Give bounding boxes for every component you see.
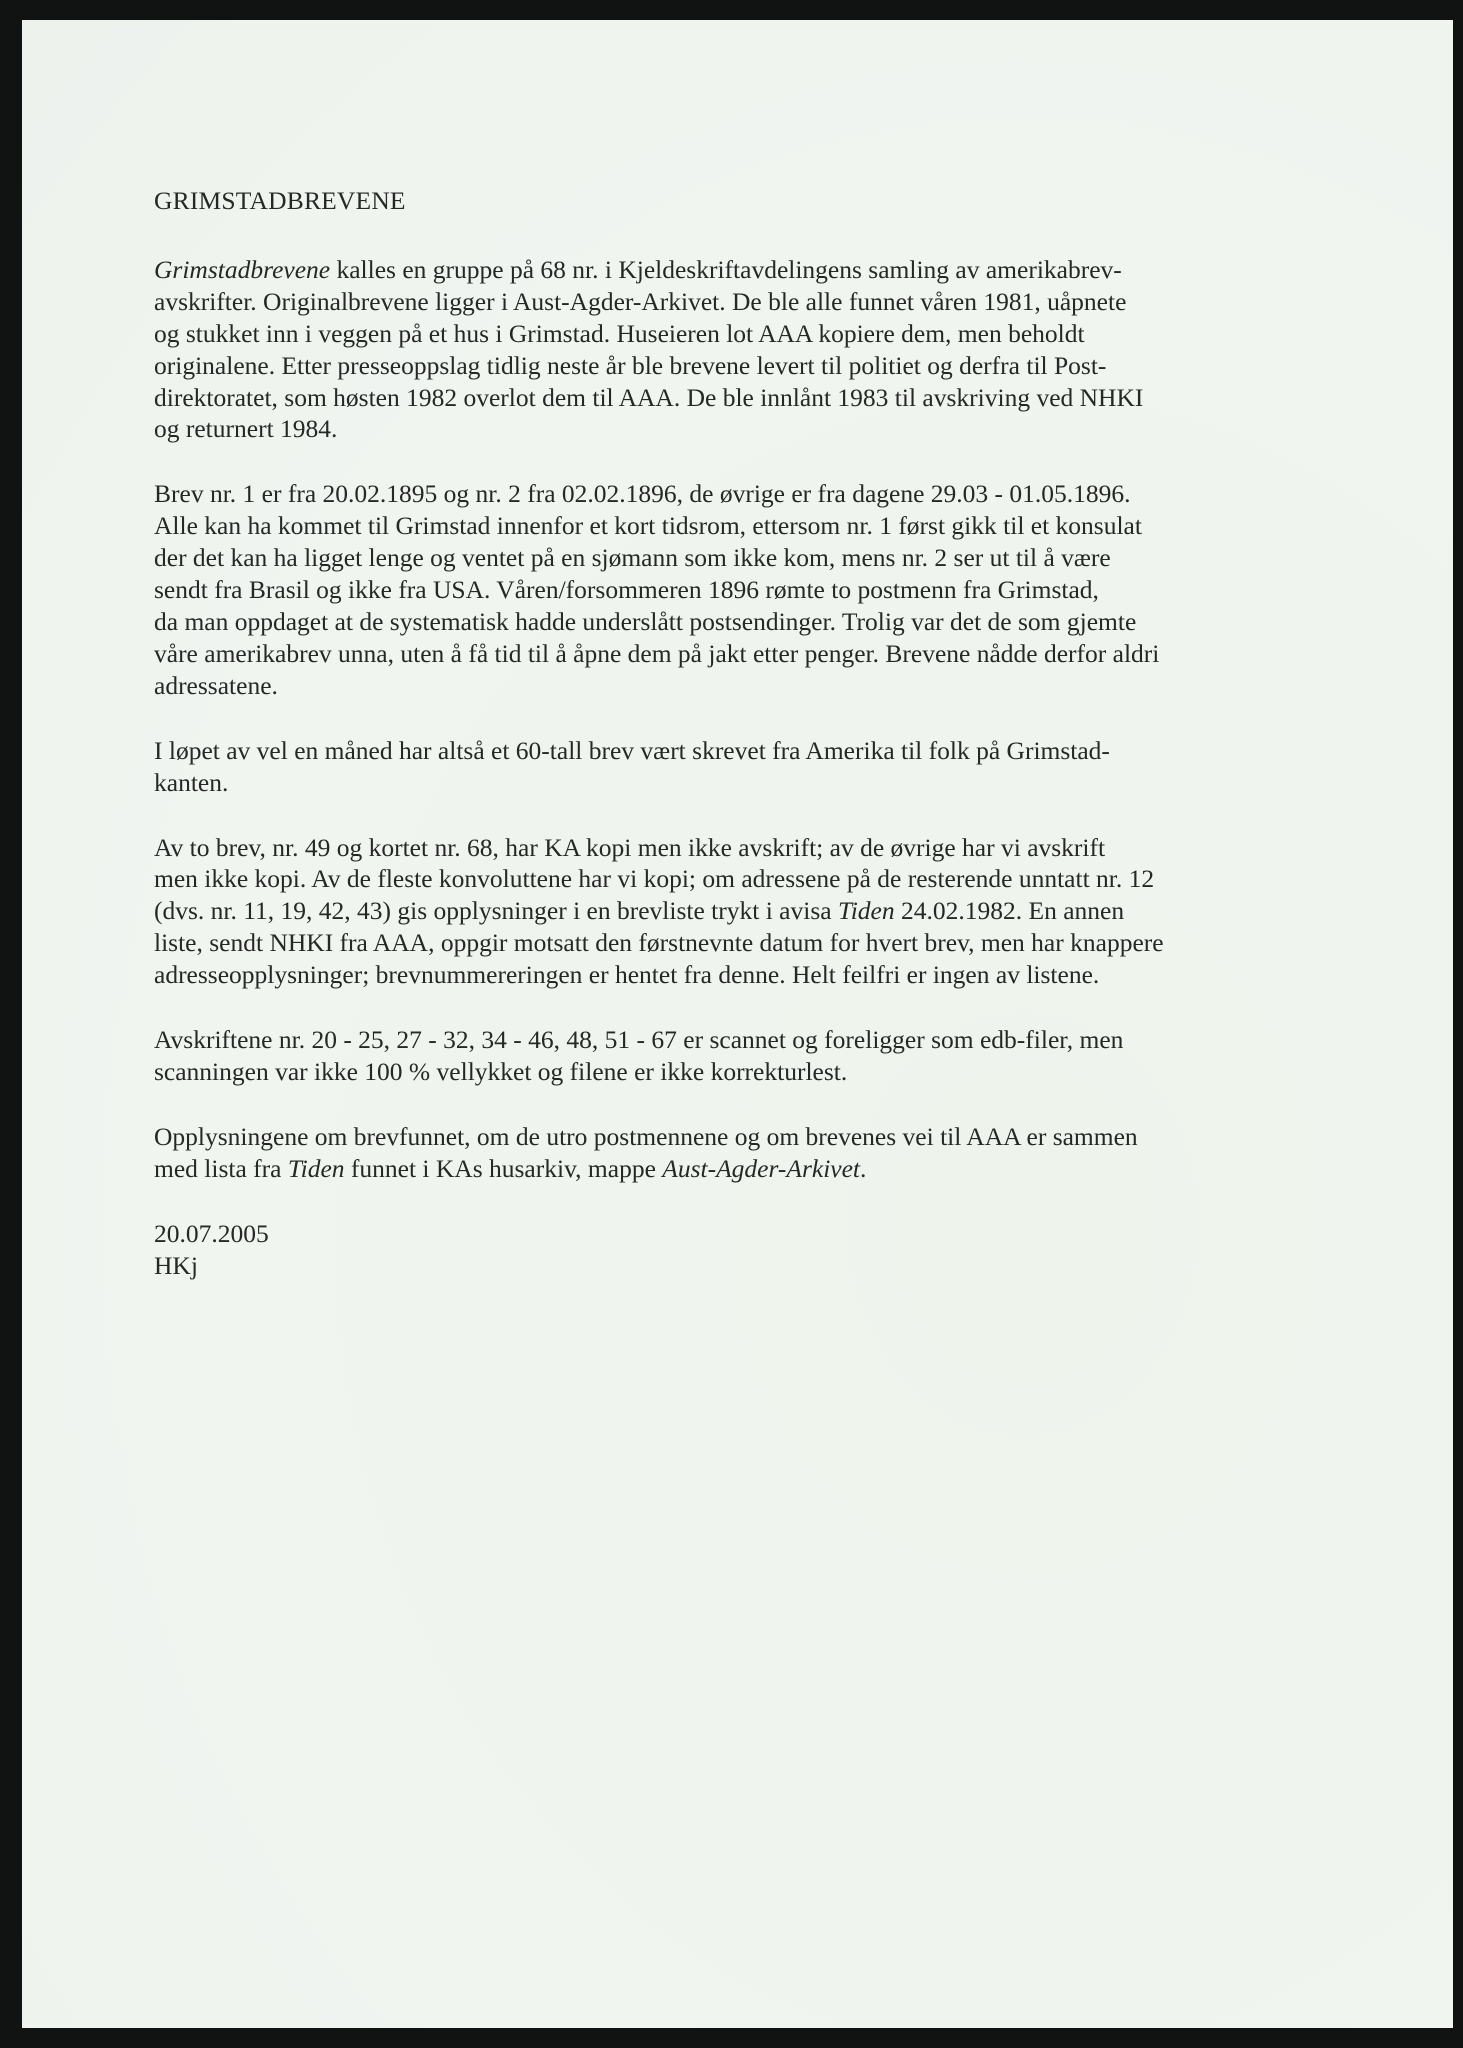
text-line: originalene. Etter presseoppslag tidlig neste år ble brevene levert til politiet og derfra til Post- <box>154 350 1107 380</box>
author-initials: HKj <box>154 1250 198 1280</box>
text-span: 24.02.1982. En annen <box>894 896 1125 926</box>
text-span: . <box>860 1153 867 1183</box>
text-line: sendt fra Brasil og ikke fra USA. Våren/forsommeren 1896 rømte to postmenn fra Grimstad, <box>154 575 1099 605</box>
text-line: scanningen var ikke 100 % vellykket og filene er ikke korrekturlest. <box>154 1056 848 1086</box>
text-line: I løpet av vel en måned har altså et 60-tall brev vært skrevet fra Amerika til folk på Grimstad- <box>154 735 1110 765</box>
paragraph-month <box>154 735 1334 799</box>
text-line: kanten. <box>154 767 229 797</box>
text-line: der det kan ha ligget lenge og ventet på en sjømann som ikke kom, mens nr. 2 ser ut til å være <box>154 543 1111 573</box>
text-line: og stukket inn i veggen på et hus i Grimstad. Huseieren lot AAA kopiere dem, men beholdt <box>154 318 1085 348</box>
document-date: 20.07.2005 <box>154 1218 269 1248</box>
paragraph-copies <box>154 832 1334 992</box>
text-line: liste, sendt NHKI fra AAA, oppgir motsatt den førstnevnte datum for hvert brev, men har knappere <box>154 928 1164 958</box>
text-line: Alle kan ha kommet til Grimstad innenfor et kort tidsrom, ettersom nr. 1 først gikk til et konsulat <box>154 511 1142 541</box>
document-body <box>154 185 1334 1281</box>
text-line: adressatene. <box>154 670 278 700</box>
text-line <box>154 1153 1334 1185</box>
signoff <box>154 1218 1334 1282</box>
text-line: avskrifter. Originalbrevene ligger i Aust-Agder-Arkivet. De ble alle funnet våren 1981, uåpnete <box>154 286 1127 316</box>
text-line: Av to brev, nr. 49 og kortet nr. 68, har KA kopi men ikke avskrift; av de øvrige har vi avskrift <box>154 832 1106 862</box>
italic-newspaper-name: Tiden <box>837 896 895 926</box>
text-span: med lista fra <box>154 1153 288 1183</box>
paragraph-dates <box>154 478 1334 701</box>
paragraph-scanning <box>154 1024 1334 1088</box>
text-line: adresseopplysninger; brevnummereringen er hentet fra denne. Helt feilfri er ingen av listene. <box>154 960 1100 990</box>
text-line: våre amerikabrev unna, uten å få tid til å åpne dem på jakt etter penger. Brevene nådde derfor aldri <box>154 638 1160 668</box>
paper-sheet <box>22 20 1453 2028</box>
text-line <box>154 254 1334 286</box>
italic-folder-name: Aust-Agder-Arkivet <box>662 1153 861 1183</box>
text-line: Avskriftene nr. 20 - 25, 27 - 32, 34 - 46, 48, 51 - 67 er scannet og foreligger som edb-filer, men <box>154 1025 1124 1055</box>
text-span: kalles en gruppe på 68 nr. i Kjeldeskriftavdelingens samling av amerikabrev- <box>330 254 1122 284</box>
text-span: (dvs. nr. 11, 19, 42, 43) gis opplysninger i en brevliste trykt i avisa <box>154 896 838 926</box>
text-line: Opplysningene om brevfunnet, om de utro postmennene og om brevenes vei til AAA er sammen <box>154 1121 1138 1151</box>
text-line: Brev nr. 1 er fra 20.02.1895 og nr. 2 fra 02.02.1896, de øvrige er fra dagene 29.03 - 01.05.1896. <box>154 479 1131 509</box>
italic-newspaper-name: Tiden <box>287 1153 345 1183</box>
document-title: GRIMSTADBREVENE <box>154 186 406 215</box>
text-line <box>154 895 1334 927</box>
paragraph-intro <box>154 254 1334 445</box>
text-span: funnet i KAs husarkiv, mappe <box>344 1153 663 1183</box>
text-line: og returnert 1984. <box>154 414 338 444</box>
text-line: men ikke kopi. Av de fleste konvoluttene har vi kopi; om adressene på de resterende unntatt nr. 12 <box>154 864 1155 894</box>
italic-title: Grimstadbrevene <box>154 254 331 284</box>
paragraph-sources <box>154 1121 1334 1185</box>
text-line: da man oppdaget at de systematisk hadde underslått postsendinger. Trolig var det de som gjemte <box>154 606 1137 636</box>
text-line: direktoratet, som høsten 1982 overlot dem til AAA. De ble innlånt 1983 til avskriving ved NHKI <box>154 382 1144 412</box>
